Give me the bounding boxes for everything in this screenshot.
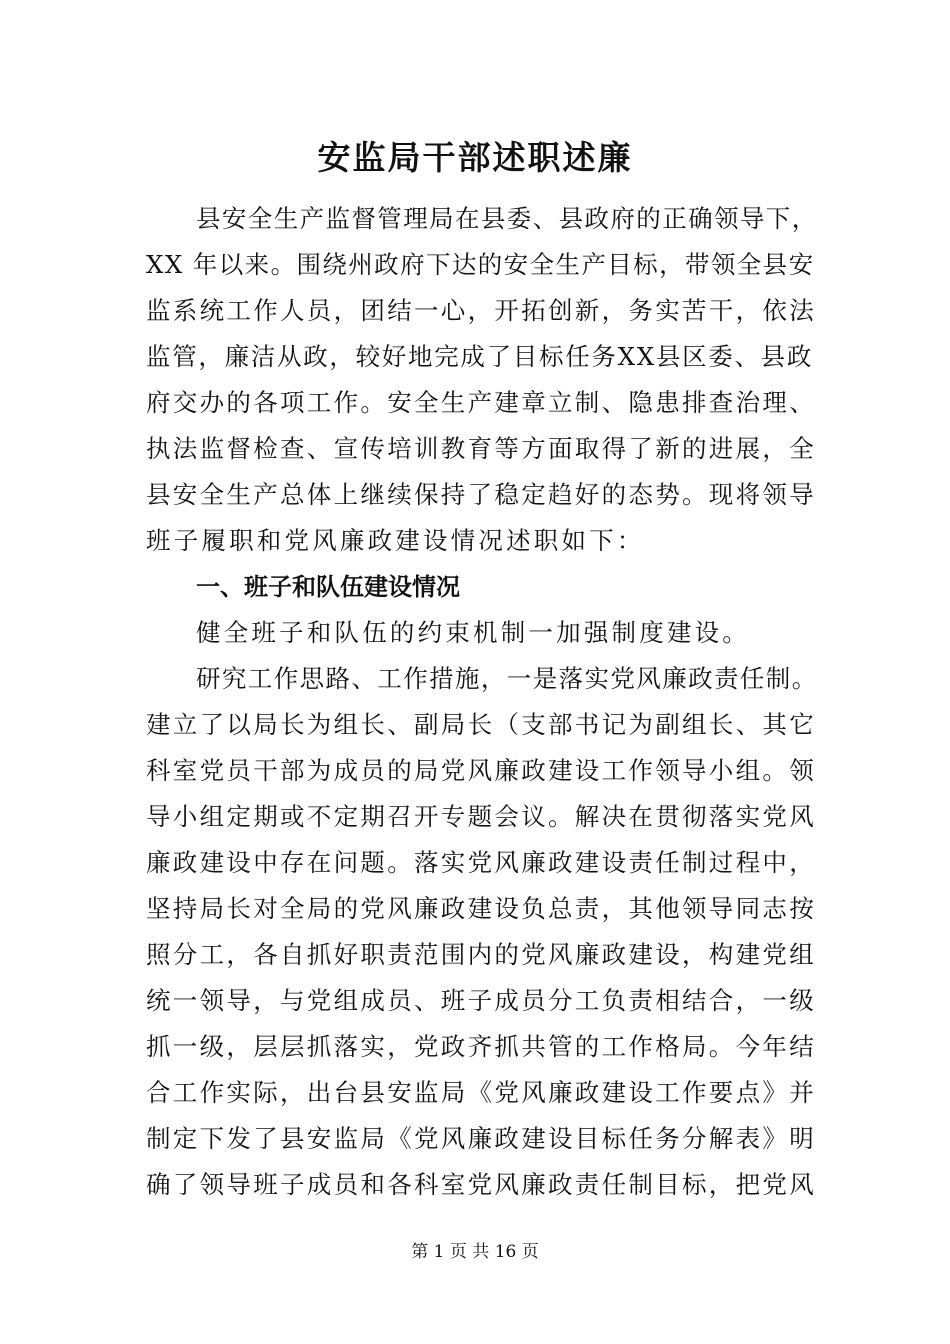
body-line: 确了领导班子成员和各科室党风廉政责任制目标，把党风 (146, 1170, 816, 1199)
body-line: 制定下发了县安监局《党风廉政建设目标任务分解表》明 (146, 1124, 816, 1153)
body-line: 县安全生产总体上继续保持了稳定趋好的态势。现将领导 (146, 480, 816, 509)
body-line: 合工作实际，出台县安监局《党风廉政建设工作要点》并 (146, 1078, 816, 1107)
body-line: 健全班子和队伍的约束机制一加强制度建设。 (196, 618, 750, 647)
body-line: 班子履职和党风廉政建设情况述职如下： (146, 526, 645, 555)
page-footer: 第 1 页 共 16 页 (411, 1242, 539, 1262)
body-line: 县安全生产监督管理局在县委、县政府的正确领导下， (196, 204, 818, 233)
section-heading: 一、班子和队伍建设情况 (196, 573, 460, 601)
body-line: 监系统工作人员，团结一心，开拓创新，务实苦干，依法 (146, 296, 816, 325)
body-line: 建立了以局长为组长、副局长（支部书记为副组长、其它 (146, 710, 816, 739)
body-line: 统一领导，与党组成员、班子成员分工负责相结合，一级 (146, 986, 816, 1015)
body-line: XX 年以来。围绕州政府下达的安全生产目标，带领全县安 (146, 250, 815, 279)
document-title: 安监局干部述职述廉 (317, 138, 633, 177)
body-line: 执法监督检查、宣传培训教育等方面取得了新的进展，全 (146, 434, 816, 463)
body-line: 照分工，各自抓好职责范围内的党风廉政建设，构建党组 (146, 940, 816, 969)
body-line: 廉政建设中存在问题。落实党风廉政建设责任制过程中， (146, 848, 816, 877)
body-line: 导小组定期或不定期召开专题会议。解决在贯彻落实党风 (146, 802, 816, 831)
body-line: 坚持局长对全局的党风廉政建设负总责，其他领导同志按 (146, 894, 816, 923)
body-line: 研究工作思路、工作措施，一是落实党风廉政责任制。 (196, 664, 818, 693)
body-line: 府交办的各项工作。安全生产建章立制、隐患排查治理、 (146, 388, 816, 417)
body-line: 监管，廉洁从政，较好地完成了目标任务XX县区委、县政 (146, 342, 814, 371)
body-line: 抓一级，层层抓落实，党政齐抓共管的工作格局。今年结 (146, 1032, 816, 1061)
body-line: 科室党员干部为成员的局党风廉政建设工作领导小组。领 (146, 756, 816, 785)
